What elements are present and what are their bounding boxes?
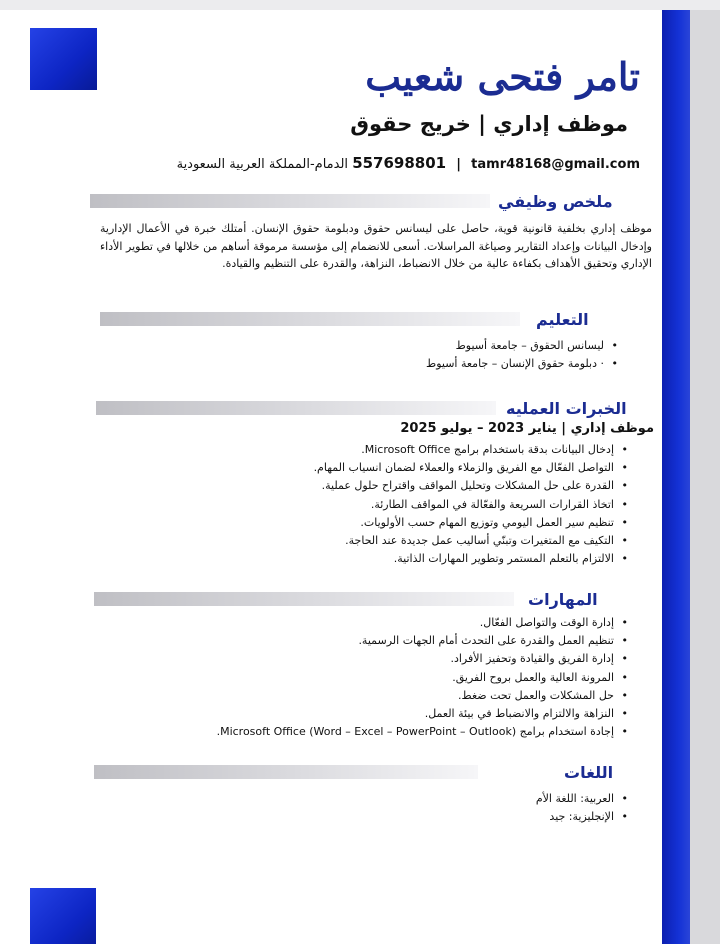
experience-heading: الخبرات العمليه [506,398,627,418]
list-item: • إدارة الفريق والقيادة وتحفيز الأفراد. [217,650,614,668]
list-item: • العربية: اللغة الأم [536,790,614,808]
list-item: • إجادة استخدام برامج Microsoft Office (Word – Excel – PowerPoint – Outlook). [217,723,614,741]
location-text: الدمام-المملكة العربية السعودية [176,157,349,172]
languages-header [94,759,613,785]
skills-header [94,586,598,612]
list-item: • القدرة على حل المشكلات وتحليل المواقف واقتراح حلول عملية. [314,477,614,495]
candidate-name: تامر فتحى شعيب [365,54,640,99]
list-item: • · دبلومة حقوق الإنسان – جامعة أسيوط [426,355,604,373]
summary-gradient-bar [90,194,490,208]
summary-paragraph: موظف إداري بخلفية قانونية قوية، حاصل على ليسانس حقوق ودبلومة حقوق الإنسان. أمتلك خبرة في الأعمال الإدارية وإدخال البيانات وإعداد التقارير وصياغة المراسلات. أسعى للانضمام إلى مؤسسة مرموقة أساهم من خلالها في تطوير الأداء الإداري وتحقيق الأهداف بكفاءة عالية من خلال الانضباط، النزاهة، والقدرة على التنظيم والقيادة. [100,222,652,270]
candidate-title: موظف إداري | خريج حقوق [350,112,628,136]
skills-list [217,614,630,741]
list-item: • تنظيم سير العمل اليومي وتوزيع المهام حسب الأولويات. [314,514,614,532]
languages-heading: اللغات [564,762,614,782]
education-heading: التعليم [536,309,589,329]
list-item: • النزاهة والالتزام والانضباط في بيئة العمل. [217,705,614,723]
skills-gradient-bar [94,592,514,606]
languages-list [536,790,630,826]
top-margin-strip [0,0,720,10]
list-item: • التكيف مع المتغيرات وتبنّي أساليب عمل جديدة عند الحاجة. [314,532,614,550]
education-gradient-bar [100,312,520,326]
contact-separator: | [456,157,462,172]
list-item: • اتخاذ القرارات السريعة والفعّالة في المواقف الطارئة. [314,496,614,514]
list-item: • إدخال البيانات بدقة باستخدام برامج Microsoft Office. [314,441,614,459]
bottom-accent-square [30,888,96,944]
list-item: • التواصل الفعّال مع الفريق والزملاء والعملاء لضمان انسياب المهام. [314,459,614,477]
list-item: • حل المشكلات والعمل تحت ضغط. [217,687,614,705]
job-title-dates: موظف إداري | يناير 2023 – يوليو 2025 [400,421,654,436]
education-list [426,337,620,373]
list-item: • المرونة العالية والعمل بروح الفريق. [217,669,614,687]
education-header [100,306,589,332]
contact-line [177,154,640,172]
summary-header [90,188,613,214]
experience-gradient-bar [96,401,496,415]
list-item: • تنظيم العمل والقدرة على التحدث أمام الجهات الرسمية. [217,632,614,650]
list-item: • الإنجليزية: جيد [536,808,614,826]
right-margin-strip [690,10,720,944]
summary-heading: ملخص وظيفي [498,191,613,211]
right-accent-bar [662,10,690,944]
phone-number: 557698801 [352,154,447,172]
list-item: • إدارة الوقت والتواصل الفعّال. [217,614,614,632]
experience-header [96,395,627,421]
list-item: • الالتزام بالتعلم المستمر وتطوير المهارات الذاتية. [314,550,614,568]
top-accent-square [30,28,97,90]
experience-list [314,441,630,568]
skills-heading: المهارات [528,589,598,609]
email-address[interactable]: tamr48168@gmail.com [471,157,640,172]
languages-gradient-bar [94,765,478,779]
list-item: • ليسانس الحقوق – جامعة أسيوط [426,337,604,355]
